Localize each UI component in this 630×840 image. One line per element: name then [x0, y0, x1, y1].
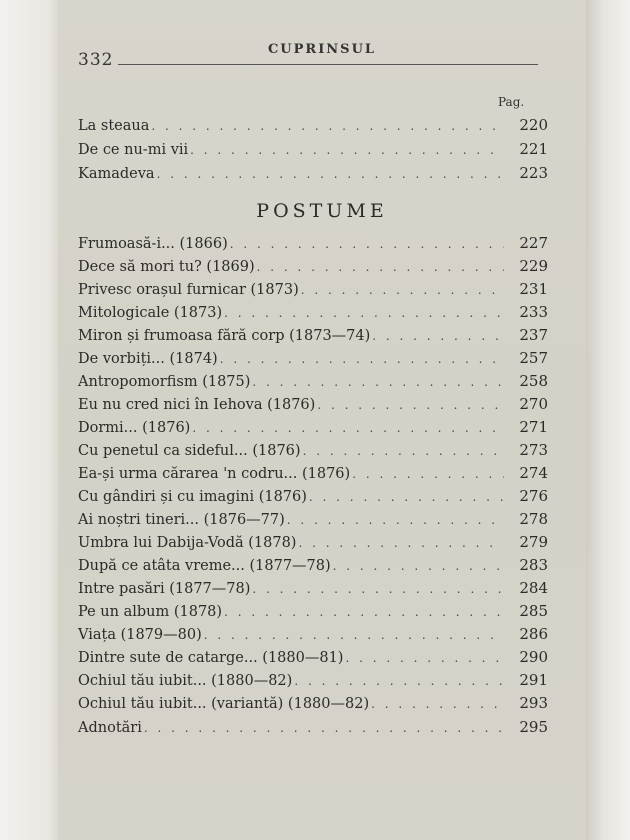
toc-entry-page: 221: [519, 140, 548, 158]
toc-entry-page: 276: [519, 487, 548, 505]
toc-entry: [78, 694, 548, 716]
toc-entry: [78, 556, 548, 578]
toc-entry-page: 223: [519, 164, 548, 182]
toc-entry-title: La steaua: [78, 118, 150, 134]
toc-entry-title: Ochiul tău iubit... (variantă) (1880—82): [78, 696, 370, 712]
toc-entry-title: Cu penetul ca sideful... (1876): [78, 443, 301, 459]
toc-entry: [78, 510, 548, 532]
leader-dots: [333, 559, 504, 573]
toc-entry: [78, 140, 548, 162]
toc-entry-title: Adnotări: [78, 720, 142, 736]
leader-dots: [371, 697, 504, 711]
toc-entry: [78, 303, 548, 325]
toc-entry-title: De ce nu-mi vii: [78, 142, 189, 158]
toc-entry-page: 271: [519, 418, 548, 436]
leader-dots: [224, 306, 504, 320]
toc-entry-page: 237: [519, 326, 548, 344]
pag-column-label: Pag.: [498, 95, 525, 109]
leader-dots: [252, 582, 504, 596]
right-background: [586, 0, 630, 840]
header-rule: [118, 64, 538, 65]
leader-dots: [309, 490, 504, 504]
leader-dots: [317, 398, 504, 412]
toc-entry-title: Antropomorfism (1875): [78, 374, 251, 390]
leader-dots: [220, 352, 504, 366]
toc-entry: [78, 257, 548, 279]
toc-entry: [78, 418, 548, 440]
toc-entry: [78, 487, 548, 509]
toc-entry-page: 291: [519, 671, 548, 689]
toc-entry-title: Eu nu cred nici în Iehova (1876): [78, 397, 316, 413]
toc-entry: [78, 602, 548, 624]
leader-dots: [303, 444, 504, 458]
toc-entry-page: 293: [519, 694, 548, 712]
toc-entry: [78, 579, 548, 601]
running-head: CUPRINSUL: [267, 42, 377, 57]
left-background: [0, 0, 60, 840]
leader-dots: [204, 628, 504, 642]
leader-dots: [352, 467, 504, 481]
toc-entry: [78, 116, 548, 138]
toc-entry: [78, 718, 548, 740]
leader-dots: [287, 513, 504, 527]
toc-entry-title: Ochiul tău iubit... (1880—82): [78, 673, 293, 689]
toc-entry-page: 274: [519, 464, 548, 482]
toc-entry-title: Viața (1879—80): [78, 627, 202, 643]
toc-entry-page: 270: [519, 395, 548, 413]
leader-dots: [294, 674, 504, 688]
leader-dots: [190, 143, 504, 157]
toc-entry-title: Dormi... (1876): [78, 420, 191, 436]
toc-entry-title: Pe un album (1878): [78, 604, 223, 620]
toc-entry: [78, 326, 548, 348]
toc-entry-page: 233: [519, 303, 548, 321]
leader-dots: [257, 260, 504, 274]
leader-dots: [301, 283, 504, 297]
leader-dots: [252, 375, 504, 389]
toc-entry: [78, 280, 548, 302]
toc-entry-page: 273: [519, 441, 548, 459]
leader-dots: [144, 721, 504, 735]
toc-entry-title: Intre pasări (1877—78): [78, 581, 251, 597]
toc-entry-title: Mitologicale (1873): [78, 305, 223, 321]
leader-dots: [230, 237, 504, 251]
toc-entry-page: 229: [519, 257, 548, 275]
toc-entry-page: 290: [519, 648, 548, 666]
toc-entry: [78, 648, 548, 670]
toc-entry-title: Miron și frumoasa fără corp (1873—74): [78, 328, 371, 344]
toc-entry-title: Frumoasă-i... (1866): [78, 236, 228, 252]
leader-dots: [298, 536, 504, 550]
toc-entry-title: După ce atâta vreme... (1877—78): [78, 558, 331, 574]
toc-entry-page: 278: [519, 510, 548, 528]
toc-entry-title: Privesc orașul furnicar (1873): [78, 282, 299, 298]
toc-entry: [78, 441, 548, 463]
toc-entry-title: Dintre sute de catarge... (1880—81): [78, 650, 344, 666]
toc-entry: [78, 625, 548, 647]
toc-entry-page: 295: [519, 718, 548, 736]
book-page: [58, 0, 586, 840]
toc-entry-page: 227: [519, 234, 548, 252]
toc-entry-title: Umbra lui Dabija-Vodă (1878): [78, 535, 297, 551]
leader-dots: [345, 651, 504, 665]
toc-entry-title: Cu gândiri și cu imagini (1876): [78, 489, 307, 505]
leader-dots: [157, 167, 504, 181]
toc-entry-page: 258: [519, 372, 548, 390]
toc-entry: [78, 671, 548, 693]
toc-entry: [78, 349, 548, 371]
toc-entry-page: 285: [519, 602, 548, 620]
leader-dots: [372, 329, 504, 343]
toc-entry-title: Dece să mori tu? (1869): [78, 259, 255, 275]
leader-dots: [151, 119, 504, 133]
toc-entry: [78, 234, 548, 256]
toc-entry-page: 284: [519, 579, 548, 597]
toc-entry-title: Ai noștri tineri... (1876—77): [78, 512, 285, 528]
toc-entry-page: 231: [519, 280, 548, 298]
toc-entry-page: 283: [519, 556, 548, 574]
toc-entry: [78, 533, 548, 555]
toc-entry-page: 286: [519, 625, 548, 643]
toc-entry: [78, 464, 548, 486]
section-heading: POSTUME: [256, 200, 388, 222]
toc-entry-title: De vorbiți... (1874): [78, 351, 218, 367]
toc-entry-title: Ea-și urma cărarea 'n codru... (1876): [78, 466, 351, 482]
toc-entry: [78, 372, 548, 394]
leader-dots: [224, 605, 504, 619]
leader-dots: [192, 421, 504, 435]
page-number: 332: [78, 50, 114, 70]
toc-entry: [78, 395, 548, 417]
toc-entry-title: Kamadeva: [78, 166, 155, 182]
toc-entry: [78, 164, 548, 186]
toc-entry-page: 257: [519, 349, 548, 367]
toc-entry-page: 279: [519, 533, 548, 551]
toc-entry-page: 220: [519, 116, 548, 134]
